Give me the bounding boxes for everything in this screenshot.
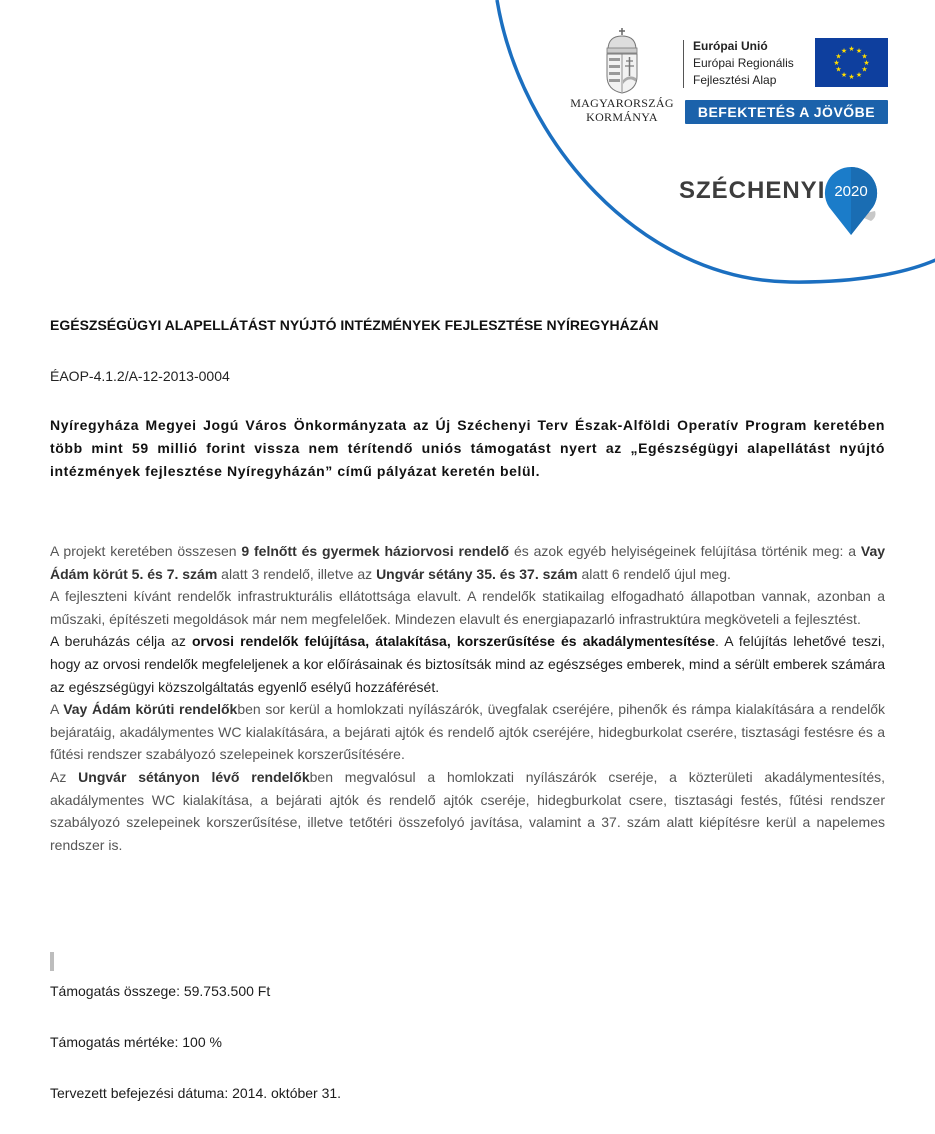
support-rate: Támogatás mértéke: 100 %: [50, 1034, 222, 1050]
text-run: ben megvalósul a homlokzati nyílászárók cseréje, a közterületi akadálymentesítés, akadálymentes WC kialakítása, a bejárati ajtók és rendelő ajtók cseréje, hidegburkolat csere, tisztasági festés, fűtési rendszer szabályozó szelepeinek korszerűsítése, illetve tetőtéri összefolyó javítása, valamint a 37. szám alatt kiépítésre kerül a napelemes rendszer is.: [50, 768, 885, 853]
eu-logo-text: [693, 38, 794, 89]
eu-line-1: Európai Unió: [693, 39, 768, 53]
government-name: [566, 96, 678, 124]
svg-text:★: ★: [848, 73, 855, 81]
svg-text:★: ★: [835, 52, 842, 61]
eu-logo-divider: [683, 40, 684, 88]
paragraph-scope: [50, 540, 885, 585]
text-run: A projekt keretében összesen: [50, 543, 242, 559]
svg-text:★: ★: [835, 65, 842, 74]
decorative-blue-arc: [0, 0, 935, 300]
page-title: EGÉSZSÉGÜGYI ALAPELLÁTÁST NYÚJTÓ INTÉZMÉNYEK FEJLESZTÉSE NYÍREGYHÁZÁN: [50, 317, 659, 333]
government-name-line2: KORMÁNYA: [586, 110, 658, 124]
svg-text:★: ★: [861, 65, 868, 74]
text-run: Az: [50, 768, 79, 785]
project-code: ÉAOP-4.1.2/A-12-2013-0004: [50, 368, 230, 384]
location-pin-icon: [823, 165, 883, 237]
eu-line-2: Európai Regionális: [693, 56, 794, 70]
bold-run: orvosi rendelők felújítása, átalakítása, korszerűsítése és akadálymentesítése: [191, 633, 715, 650]
text-run: és azok egyéb helyiségeinek felújítása történik meg: a: [509, 543, 861, 559]
szechenyi-logo-text: SZÉCHENYI: [679, 177, 826, 204]
svg-text:★: ★: [855, 47, 863, 55]
text-run: alatt 6 rendelő újul meg.: [577, 565, 731, 582]
text-run: . A felújítás lehetővé teszi, hogy az orvosi rendelők megfeleljenek a kor előírásainak és biztosítsák mind az egészséges emberek, mind a sérült emberek számára az egészségügyi közszolgáltatás egyenlő esélyű hozzáférését.: [50, 633, 885, 695]
svg-text:★: ★: [863, 59, 870, 67]
text-run: ben sor kerül a homlokzati nyílászárók, üvegfalak cseréjére, pihenők és rámpa kialakítására a rendelők bejáratáig, akadálymentes WC kialakítására, a bejárati ajtók és rendelő ajtók cseréjére, hidegburkolat cserére, tisztasági festésre és a fűtési rendszer szabályozó szelepeinek korszerűsítésére.: [50, 701, 886, 763]
text-run: A: [50, 701, 64, 718]
eu-line-3: Fejlesztési Alap: [693, 73, 777, 87]
bold-run: Ungvár sétány 35. és 37. szám: [376, 565, 578, 582]
paragraph-condition: A fejleszteni kívánt rendelők infrastrukturális ellátottsága elavult. A rendelők statikailag elfogadható állapotban vannak, azonban a műszaki, építészeti megoldások már nem megfelelőek. Mindezen elavult és energiapazarló infrastruktúra megköveteli a fejlesztést.: [50, 588, 885, 627]
text-run: A beruházás célja az: [50, 633, 192, 650]
bold-run: 9 felnőtt és gyermek háziorvosi rendelő: [241, 543, 510, 559]
government-name-line1: MAGYARORSZÁG: [570, 96, 674, 110]
paragraph-goal: [50, 630, 885, 698]
svg-text:★: ★: [840, 71, 848, 79]
eu-flag-icon: [815, 38, 888, 87]
bold-run: Vay Ádám körúti rendelők: [63, 701, 238, 718]
svg-text:★: ★: [848, 45, 855, 53]
svg-text:★: ★: [861, 52, 868, 61]
svg-text:★: ★: [833, 59, 840, 67]
support-amount: Támogatás összege: 59.753.500 Ft: [50, 983, 271, 999]
paragraph-vay-adam: [50, 698, 885, 766]
paragraph-ungvar: [50, 766, 885, 856]
bold-run: Ungvár sétányon lévő rendelők: [78, 768, 310, 785]
text-run: alatt 3 rendelő, illetve az: [217, 565, 377, 582]
investment-banner: BEFEKTETÉS A JÖVŐBE: [685, 100, 888, 124]
szechenyi-year: 2020: [834, 183, 868, 200]
planned-end-date: Tervezett befejezési dátuma: 2014. október 31.: [50, 1085, 342, 1101]
text-cursor-marker: [50, 952, 54, 971]
svg-text:★: ★: [855, 71, 863, 79]
body-text: [50, 540, 885, 856]
government-logo: [566, 28, 678, 124]
bold-run: Vay Ádám körút 5. és 7. szám: [50, 543, 886, 582]
intro-paragraph: Nyíregyháza Megyei Jogú Város Önkormányzata az Új Széchenyi Terv Észak-Alföldi Operatív Program keretében több mint 59 millió forint vissza nem térítendő uniós támogatást nyert az „Egészségügyi alapellátást nyújtó intézmények fejlesztése Nyíregyházán” című pályázat keretén belül.: [50, 417, 885, 479]
svg-text:★: ★: [840, 47, 848, 55]
hungarian-coat-of-arms-icon: [604, 28, 640, 94]
